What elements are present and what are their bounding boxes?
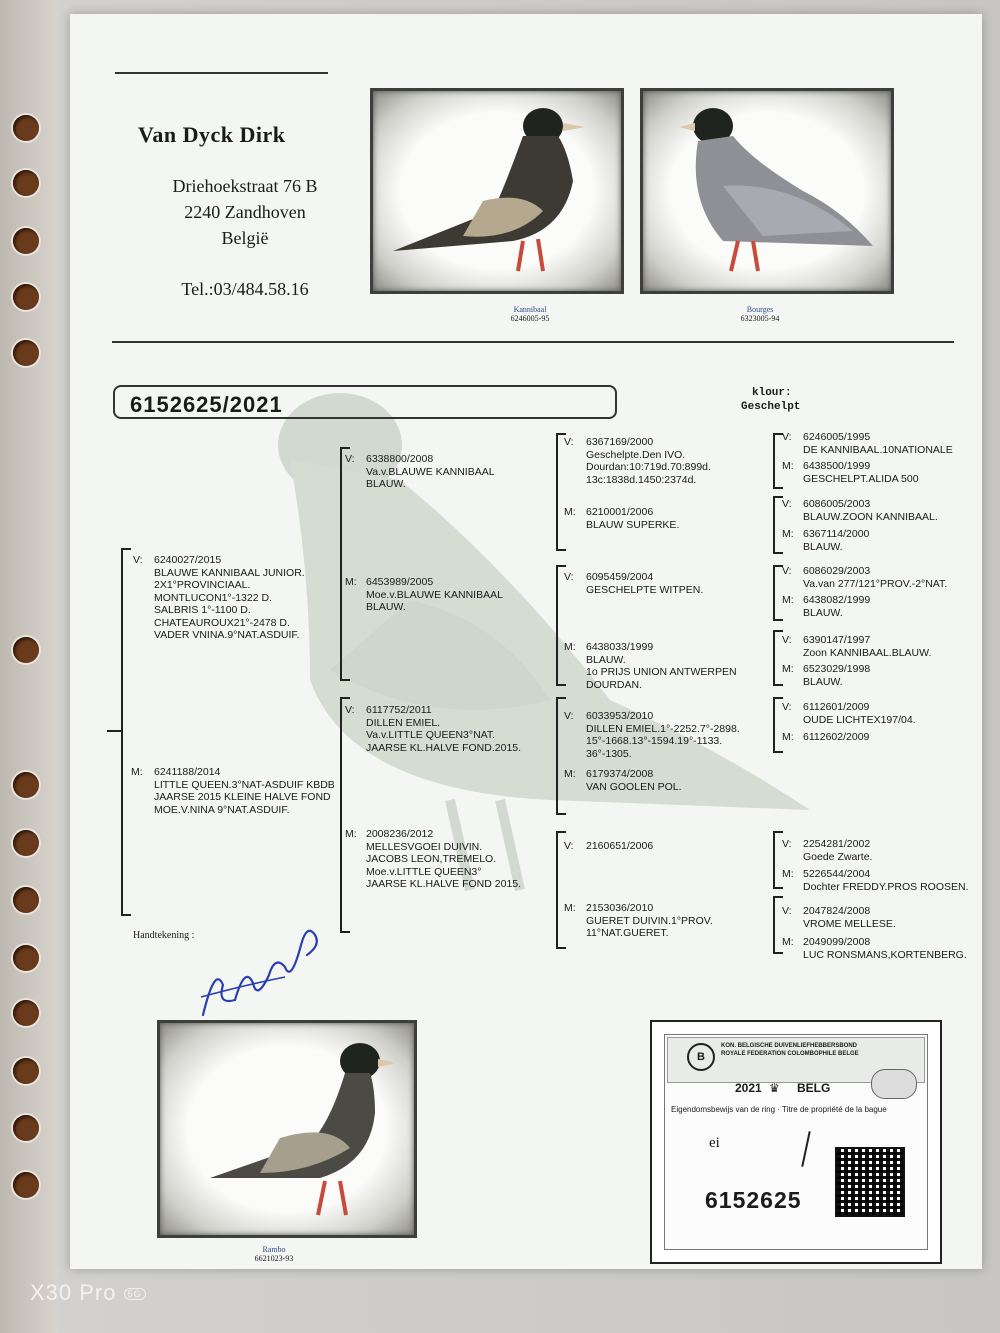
gen2-entry [366,704,521,754]
bracket-gen3 [556,565,566,686]
pedigree-line: GESCHELPT.ALIDA 500 [803,472,919,485]
pedigree-line: BLAUW. [803,606,843,619]
pedigree-line: 6367114/2000 [803,528,870,540]
owner-phone: Tel.:03/484.58.16 [181,279,309,299]
stamp-seal-icon [871,1069,917,1099]
gen4-entry [803,565,947,590]
gen3-tag: M: [564,506,576,518]
owner-city: 2240 Zandhoven [184,202,306,222]
pedigree-line: BLAUW. [366,478,406,490]
gen1-dam [154,766,335,816]
connector [107,730,123,732]
gen4-entry [803,838,872,863]
binder-hole [13,772,39,798]
card-country: BELG [797,1081,831,1095]
photo-ring: 6621023-93 [254,1254,294,1263]
pedigree-line: JAARSE KL.HALVE FOND 2015. [366,878,522,890]
binder-hole [13,1000,39,1026]
pedigree-line: 2X1°PROVINCIAAL. [154,579,251,591]
pedigree-line: GUERET DUIVIN.1°PROV. [586,914,713,927]
pedigree-line: JAARSE 2015 KLEINE HALVE FOND [154,791,331,803]
pedigree-line: 36°-1305. [586,747,632,760]
gen4-entry [803,594,870,619]
pedigree-line: 13c:1838d.1450:2374d. [586,473,697,486]
pedigree-line: 6086005/2003 [803,498,871,510]
pedigree-line: BLAUW.ZOON KANNIBAAL. [803,510,938,523]
pedigree-line: BLAUW. [586,653,626,666]
gen2-entry [366,828,521,891]
gen4-tag: V: [782,634,792,646]
pedigree-line: Va.v.LITTLE QUEEN3°NAT. [366,729,496,741]
gen3-tag: M: [564,902,576,914]
handwritten-slash [801,1131,810,1167]
gen2-entry [366,453,495,491]
camera-model: X30 Pro [30,1280,117,1305]
pedigree-line: BLAUW. [803,540,843,553]
pedigree-line: 2008236/2012 [366,828,434,840]
gen4-entry [803,460,919,485]
photo-ring: 6323005-94 [740,314,780,323]
gen4-tag: M: [782,731,794,743]
pedigree-line: BLAUWE KANNIBAAL JUNIOR. [154,566,305,579]
gen1-dam-tag: M: [131,766,143,778]
handwritten-signature [195,905,335,1025]
card-inner [664,1034,928,1250]
pedigree-line: BLAUW. [366,601,406,613]
binder-hole [13,830,39,856]
pedigree-line: Va.v.BLAUWE KANNIBAAL [366,465,495,478]
pedigree-line: 2254281/2002 [803,838,871,850]
pedigree-line: MONTLUCON1°-1322 D. [154,591,272,604]
org-fr: ROYALE FEDERATION COLOMBOPHILE BELGE [721,1051,859,1057]
pedigree-line: 11°NAT.GUERET. [586,927,669,939]
crown-icon: ♛ [769,1081,780,1095]
bracket-gen2-sire [340,447,350,681]
pigeon-image [160,1023,414,1235]
photo-bourges [640,88,894,294]
pedigree-line: Dourdan:10:719d.70:899d. [586,461,711,473]
pedigree-line: 6240027/2015 [154,554,222,566]
binder-hole [13,340,39,366]
gen4-tag: M: [782,460,794,472]
pedigree-line: 2153036/2010 [586,902,654,914]
signature-label: Handtekening : [133,930,195,941]
gen3-entry [586,902,713,940]
photo-kannibaal [370,88,624,294]
bracket-gen3 [556,433,566,551]
gen3-entry [586,506,679,531]
binder-hole [13,228,39,254]
gen4-tag: M: [782,868,794,880]
gen4-tag: V: [782,701,792,713]
pedigree-line: CHATEAUROUX21°-2478 D. [154,616,290,629]
pedigree-line: 6210001/2006 [586,506,654,518]
gen4-tag: M: [782,528,794,540]
color-value: Geschelpt [741,401,801,413]
gen3-tag: V: [564,710,574,722]
pedigree-line: DILLEN EMIEL.1°-2252.7°-2898. [586,722,740,735]
pedigree-line: Geschelpte.Den IVO. [586,448,686,461]
gen3-tag: V: [564,436,574,448]
pedigree-line: DE KANNIBAAL.10NATIONALE [803,443,953,456]
pedigree-line: OUDE LICHTEX197/04. [803,713,916,726]
gen4-tag: V: [782,838,792,850]
gen3-entry [586,710,740,760]
gen3-tag: M: [564,768,576,780]
pedigree-line: MELLESVGOEI DUIVIN. [366,840,483,853]
pedigree-line: 2160651/2006 [586,840,654,852]
gen4-entry [803,731,869,744]
qr-code-icon [835,1147,905,1217]
binder-hole [13,945,39,971]
binder-hole [13,1172,39,1198]
pedigree-line: JACOBS LEON,TREMELO. [366,853,497,865]
pedigree-line: LUC RONSMANS,KORTENBERG. [803,948,967,961]
gen3-entry [586,768,682,793]
pedigree-line: Va.van 277/121°PROV.-2°NAT. [803,577,948,590]
gen2-tag: M: [345,576,357,588]
pedigree-line: 6112602/2009 [803,731,870,743]
pedigree-line: LITTLE QUEEN.3°NAT-ASDUIF KBDB [154,778,335,791]
camera-badge: 5G [124,1288,146,1300]
gen3-entry [586,571,703,596]
owner-street: Driehoekstraat 76 B [172,176,318,196]
photo-name: Kannibaal [513,305,547,314]
header-rule [115,72,328,74]
gen3-tag: V: [564,840,574,852]
photo-rambo [157,1020,417,1238]
gen4-tag: V: [782,498,792,510]
gen1-sire [154,554,305,642]
section-rule [112,341,954,343]
pedigree-line: 6438500/1999 [803,460,871,472]
gen4-entry [803,868,969,893]
pigeon-image [373,91,621,291]
gen2-tag: V: [345,704,355,716]
pedigree-line: 6241188/2014 [154,766,221,778]
pedigree-line: BLAUW SUPERKE. [586,518,680,531]
gen2-tag: V: [345,453,355,465]
ring-ownership-card [650,1020,942,1264]
pedigree-line: 6338800/2008 [366,453,434,465]
gen3-entry [586,436,711,486]
pedigree-line: BLAUW. [803,675,843,688]
pedigree-line: SALBRIS 1°-1100 D. [154,604,251,616]
binder-hole [13,284,39,310]
gen4-entry [803,936,967,961]
gen4-entry [803,634,931,659]
pedigree-line: VROME MELLESE. [803,917,896,930]
binder-hole [13,1115,39,1141]
caption-rambo [214,1245,334,1263]
ring-number: 6152625/2021 [130,392,283,417]
binder-hole [13,637,39,663]
pedigree-line: GESCHELPTE WITPEN. [586,583,704,596]
pedigree-line: 6438033/1999 [586,641,654,653]
photo-name: Bourges [746,305,774,314]
pedigree-line: Moe.v.BLAUWE KANNIBAAL [366,588,503,601]
pedigree-line: 6179374/2008 [586,768,654,780]
gen2-tag: M: [345,828,357,840]
caption-kannibaal [470,305,590,323]
pedigree-line: VAN GOOLEN POL. [586,780,682,793]
pedigree-line: 6367169/2000 [586,436,654,448]
card-mark: ei [709,1135,720,1151]
gen4-entry [803,498,938,523]
binder-hole [13,1058,39,1084]
pedigree-line: 6086029/2003 [803,565,871,577]
bracket-gen1 [121,548,131,916]
gen4-tag: V: [782,431,792,443]
pedigree-line: Moe.v.LITTLE QUEEN3° [366,865,482,878]
pedigree-line: 1o PRIJS UNION ANTWERPEN [586,666,737,678]
gen4-entry [803,431,953,456]
pedigree-line: DILLEN EMIEL. [366,716,441,729]
pedigree-line: 2047824/2008 [803,905,871,917]
gen1-sire-tag: V: [133,554,143,566]
binder-hole [13,115,39,141]
photo-name: Rambo [262,1245,286,1254]
org-nl: KON. BELGISCHE DUIVENLIEFHEBBERSBOND [721,1043,858,1049]
pedigree-line: 6523029/1998 [803,663,871,675]
gen3-tag: M: [564,641,576,653]
pedigree-line: 2049099/2008 [803,936,871,948]
gen4-tag: M: [782,663,794,675]
federation-logo-icon: B [687,1043,715,1071]
pedigree-line: 5226544/2004 [803,868,871,880]
binder-holes-strip [0,0,58,1333]
photo-ring: 6246005-95 [510,314,550,323]
color-label: klour: [752,387,792,399]
card-ring-number: 6152625 [705,1187,802,1213]
pedigree-line: Goede Zwarte. [803,850,873,863]
pedigree-line: 6112601/2009 [803,701,870,713]
pedigree-line: VADER VNINA.9°NAT.ASDUIF. [154,629,300,641]
camera-watermark [30,1280,146,1306]
owner-country: België [221,228,269,248]
card-title: Eigendomsbewijs van de ring · Titre de propriété de la bague [671,1105,887,1114]
pedigree-line: Dochter FREDDY.PROS ROOSEN. [803,880,969,893]
gen3-entry [586,840,653,853]
gen3-entry [586,641,737,691]
gen4-entry [803,905,896,930]
pigeon-image [643,91,891,291]
gen4-tag: M: [782,594,794,606]
gen4-tag: V: [782,565,792,577]
gen2-entry [366,576,503,614]
binder-hole [13,887,39,913]
pedigree-line: MOE.V.NINA 9°NAT.ASDUIF. [154,803,290,816]
pedigree-line: Zoon KANNIBAAL.BLAUW. [803,646,932,659]
gen3-tag: V: [564,571,574,583]
owner-name: Van Dyck Dirk [138,122,286,147]
gen4-tag: M: [782,936,794,948]
caption-bourges [700,305,820,323]
pedigree-line: 6390147/1997 [803,634,871,646]
card-year: 2021 [735,1081,762,1095]
pedigree-line: 15°-1668.13°-1594.19°-1133. [586,735,723,747]
gen4-entry [803,701,916,726]
pedigree-line: 6453989/2005 [366,576,434,588]
gen4-tag: V: [782,905,792,917]
pedigree-line: 6438082/1999 [803,594,871,606]
pedigree-line: 6246005/1995 [803,431,871,443]
pedigree-line: 6095459/2004 [586,571,654,583]
binder-hole [13,170,39,196]
bracket-gen2-dam [340,697,350,933]
gen4-entry [803,663,870,688]
pedigree-line: 6117752/2011 [366,704,432,716]
gen4-entry [803,528,869,553]
pedigree-line: JAARSE KL.HALVE FOND.2015. [366,741,522,754]
pedigree-line: 6033953/2010 [586,710,654,722]
pedigree-line: DOURDAN. [586,678,643,691]
